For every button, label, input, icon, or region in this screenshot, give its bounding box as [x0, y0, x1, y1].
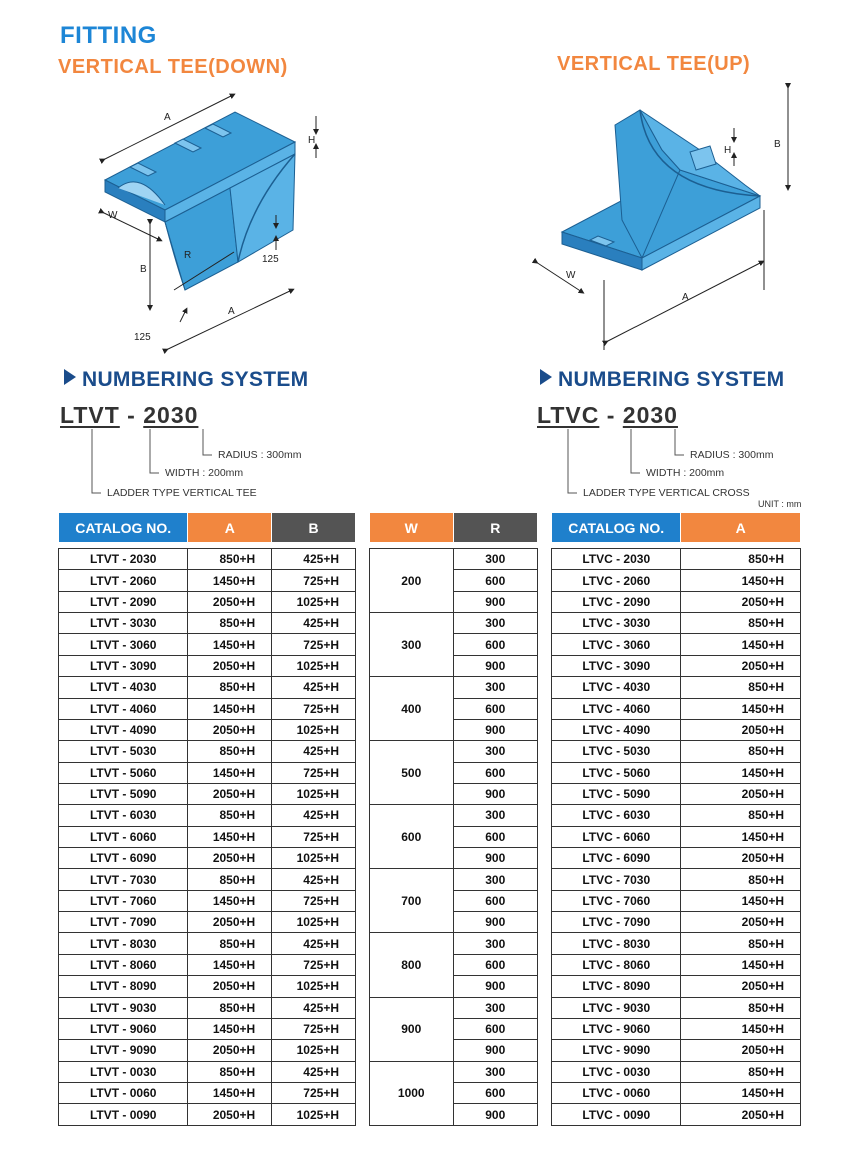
catalog-no-cell: LTVC - 4090 — [552, 719, 681, 740]
a-cell: 2050+H — [188, 655, 272, 676]
a-cell: 850+H — [188, 741, 272, 762]
b-cell: 425+H — [272, 805, 356, 826]
dim-h-label-right: H — [724, 145, 732, 156]
a-cell: 2050+H — [681, 655, 801, 676]
table-row — [552, 698, 801, 719]
catalog-no-cell: LTVT - 2030 — [59, 549, 188, 570]
a-cell: 2050+H — [188, 1104, 272, 1125]
catalog-no-cell: LTVT - 3030 — [59, 613, 188, 634]
r-cell: 300 — [453, 1061, 537, 1082]
catalog-no-cell: LTVT - 4090 — [59, 719, 188, 740]
table-row — [59, 591, 356, 612]
r-cell: 300 — [453, 677, 537, 698]
b-cell: 425+H — [272, 677, 356, 698]
table-row — [552, 954, 801, 975]
catalog-no-cell: LTVT - 7030 — [59, 869, 188, 890]
b-cell: 1025+H — [272, 976, 356, 997]
b-cell: 425+H — [272, 869, 356, 890]
catalog-no-cell: LTVC - 5090 — [552, 783, 681, 804]
table-row — [59, 1104, 356, 1125]
a-cell: 1450+H — [188, 762, 272, 783]
table-row — [59, 1061, 356, 1082]
table-row — [552, 591, 801, 612]
a-cell: 850+H — [188, 1061, 272, 1082]
a-cell: 2050+H — [188, 912, 272, 933]
a-cell: 1450+H — [681, 634, 801, 655]
b-cell: 425+H — [272, 613, 356, 634]
header-a-right: A — [681, 513, 801, 543]
b-cell: 725+H — [272, 698, 356, 719]
b-cell: 1025+H — [272, 719, 356, 740]
table-row — [552, 826, 801, 847]
legend-width-right: WIDTH : 200mm — [646, 467, 725, 479]
table-row — [59, 762, 356, 783]
catalog-no-cell: LTVT - 6060 — [59, 826, 188, 847]
a-cell: 850+H — [681, 997, 801, 1018]
r-cell: 300 — [453, 741, 537, 762]
catalog-no-cell: LTVC - 5060 — [552, 762, 681, 783]
catalog-no-cell: LTVC - 0090 — [552, 1104, 681, 1125]
b-cell: 725+H — [272, 826, 356, 847]
dim-h-label: H — [308, 135, 316, 146]
catalog-no-cell: LTVT - 8030 — [59, 933, 188, 954]
table-row — [59, 783, 356, 804]
a-cell: 1450+H — [188, 1018, 272, 1039]
table-row — [552, 655, 801, 676]
table-row — [59, 549, 356, 570]
table-row — [59, 869, 356, 890]
dim-a-label-right: A — [682, 292, 689, 303]
a-cell: 2050+H — [188, 719, 272, 740]
r-cell: 600 — [453, 634, 537, 655]
triangle-bullet-icon — [540, 369, 552, 385]
table-row — [552, 634, 801, 655]
ltvt-catalog-table — [58, 512, 356, 1126]
catalog-no-cell: LTVC - 9030 — [552, 997, 681, 1018]
table-row — [59, 1082, 356, 1103]
catalog-no-cell: LTVC - 6030 — [552, 805, 681, 826]
catalog-no-cell: LTVT - 9090 — [59, 1040, 188, 1061]
catalog-no-cell: LTVC - 4030 — [552, 677, 681, 698]
table-row — [59, 677, 356, 698]
dim-a-bottom-label: A — [228, 306, 235, 317]
b-cell: 1025+H — [272, 1104, 356, 1125]
catalog-no-cell: LTVC - 8090 — [552, 976, 681, 997]
table-row — [552, 976, 801, 997]
catalog-no-cell: LTVT - 8090 — [59, 976, 188, 997]
code-prefix-left: LTVT — [60, 402, 120, 428]
table-row — [370, 1061, 538, 1082]
a-cell: 2050+H — [681, 1104, 801, 1125]
w-cell: 700 — [370, 869, 454, 933]
table-row — [552, 1061, 801, 1082]
dim-b-label-right: B — [774, 139, 781, 150]
table-row — [552, 741, 801, 762]
b-cell: 425+H — [272, 1061, 356, 1082]
catalog-no-cell: LTVT - 4030 — [59, 677, 188, 698]
catalog-no-cell: LTVT - 0030 — [59, 1061, 188, 1082]
b-cell: 1025+H — [272, 655, 356, 676]
table-row — [59, 719, 356, 740]
a-cell: 850+H — [188, 677, 272, 698]
table-row — [552, 570, 801, 591]
header-catalog-no: CATALOG NO. — [59, 513, 188, 543]
ltvc-catalog-table — [551, 512, 801, 1126]
numbering-heading-left-text: NUMBERING SYSTEM — [82, 368, 309, 391]
b-cell: 425+H — [272, 997, 356, 1018]
table-row — [59, 954, 356, 975]
catalog-no-cell: LTVC - 3030 — [552, 613, 681, 634]
code-suffix-right: 2030 — [622, 402, 678, 428]
catalog-no-cell: LTVC - 9090 — [552, 1040, 681, 1061]
code-suffix-left: 2030 — [143, 402, 199, 428]
b-cell: 725+H — [272, 1018, 356, 1039]
w-cell: 800 — [370, 933, 454, 997]
a-cell: 2050+H — [188, 1040, 272, 1061]
r-cell: 300 — [453, 805, 537, 826]
table-row — [59, 570, 356, 591]
r-cell: 900 — [453, 655, 537, 676]
b-cell: 1025+H — [272, 591, 356, 612]
a-cell: 1450+H — [681, 1082, 801, 1103]
table-row — [370, 613, 538, 634]
table-row — [370, 677, 538, 698]
catalog-no-cell: LTVC - 7090 — [552, 912, 681, 933]
dim-125-bottom-label: 125 — [134, 332, 151, 343]
r-cell: 600 — [453, 570, 537, 591]
a-cell: 850+H — [681, 869, 801, 890]
a-cell: 2050+H — [188, 848, 272, 869]
w-cell: 400 — [370, 677, 454, 741]
a-cell: 2050+H — [681, 1040, 801, 1061]
a-cell: 1450+H — [188, 1082, 272, 1103]
r-cell: 900 — [453, 719, 537, 740]
a-cell: 850+H — [681, 805, 801, 826]
table-row — [59, 997, 356, 1018]
r-cell: 600 — [453, 762, 537, 783]
a-cell: 1450+H — [681, 890, 801, 911]
table-row — [552, 933, 801, 954]
section-title: FITTING — [60, 22, 157, 49]
a-cell: 2050+H — [681, 976, 801, 997]
a-cell: 850+H — [681, 741, 801, 762]
table-row — [370, 741, 538, 762]
header-catalog-no-right: CATALOG NO. — [552, 513, 681, 543]
b-cell: 725+H — [272, 954, 356, 975]
catalog-no-cell: LTVT - 3090 — [59, 655, 188, 676]
a-cell: 1450+H — [188, 890, 272, 911]
code-sep-right: - — [599, 402, 623, 428]
a-cell: 850+H — [188, 933, 272, 954]
catalog-no-cell: LTVC - 3060 — [552, 634, 681, 655]
triangle-bullet-icon — [64, 369, 76, 385]
r-cell: 900 — [453, 591, 537, 612]
a-cell: 2050+H — [681, 591, 801, 612]
table-row — [552, 762, 801, 783]
r-cell: 600 — [453, 698, 537, 719]
a-cell: 1450+H — [188, 634, 272, 655]
header-w: W — [370, 513, 454, 543]
a-cell: 1450+H — [681, 570, 801, 591]
table-row — [370, 933, 538, 954]
b-cell: 725+H — [272, 762, 356, 783]
table-row — [552, 848, 801, 869]
r-cell: 300 — [453, 549, 537, 570]
code-sep-left: - — [119, 402, 144, 428]
table-row — [552, 1040, 801, 1061]
catalog-no-cell: LTVT - 6090 — [59, 848, 188, 869]
catalog-no-cell: LTVT - 6030 — [59, 805, 188, 826]
a-cell: 1450+H — [681, 826, 801, 847]
legend-radius-left: RADIUS : 300mm — [218, 449, 302, 461]
catalog-no-cell: LTVC - 7060 — [552, 890, 681, 911]
catalog-no-cell: LTVT - 9030 — [59, 997, 188, 1018]
table-row — [59, 1040, 356, 1061]
vertical-tee-down-diagram — [102, 95, 316, 350]
catalog-no-cell: LTVC - 0060 — [552, 1082, 681, 1103]
legend-radius-right: RADIUS : 300mm — [690, 449, 774, 461]
table-row — [552, 890, 801, 911]
a-cell: 850+H — [188, 613, 272, 634]
table-row — [59, 848, 356, 869]
r-cell: 300 — [453, 869, 537, 890]
catalog-no-cell: LTVC - 5030 — [552, 741, 681, 762]
a-cell: 1450+H — [681, 698, 801, 719]
a-cell: 2050+H — [681, 912, 801, 933]
dim-r-label: R — [184, 250, 192, 261]
dim-w-label-right: W — [566, 270, 576, 281]
numbering-heading-right-text: NUMBERING SYSTEM — [558, 368, 785, 391]
table-row — [59, 634, 356, 655]
numbering-heading-left — [64, 368, 308, 392]
catalog-no-cell: LTVT - 8060 — [59, 954, 188, 975]
legend-width-left: WIDTH : 200mm — [165, 467, 244, 479]
catalog-no-cell: LTVC - 4060 — [552, 698, 681, 719]
b-cell: 725+H — [272, 570, 356, 591]
a-cell: 2050+H — [681, 848, 801, 869]
a-cell: 1450+H — [188, 826, 272, 847]
dim-125-right-label: 125 — [262, 254, 279, 265]
b-cell: 1025+H — [272, 848, 356, 869]
catalog-no-cell: LTVC - 8060 — [552, 954, 681, 975]
a-cell: 850+H — [681, 613, 801, 634]
a-cell: 850+H — [188, 997, 272, 1018]
code-prefix-right: LTVC — [537, 402, 600, 428]
table-row — [59, 890, 356, 911]
table-row — [552, 783, 801, 804]
r-cell: 900 — [453, 848, 537, 869]
table-row — [59, 805, 356, 826]
product-illustrations — [0, 0, 850, 365]
a-cell: 1450+H — [188, 570, 272, 591]
r-cell: 600 — [453, 826, 537, 847]
r-cell: 300 — [453, 933, 537, 954]
header-a: A — [188, 513, 272, 543]
table-row — [370, 869, 538, 890]
table-row — [370, 805, 538, 826]
header-r: R — [453, 513, 537, 543]
b-cell: 425+H — [272, 549, 356, 570]
a-cell: 1450+H — [681, 762, 801, 783]
b-cell: 725+H — [272, 1082, 356, 1103]
catalog-no-cell: LTVT - 5060 — [59, 762, 188, 783]
header-b: B — [272, 513, 356, 543]
b-cell: 425+H — [272, 741, 356, 762]
catalog-no-cell: LTVC - 2090 — [552, 591, 681, 612]
table-row — [552, 805, 801, 826]
catalog-no-cell: LTVT - 2060 — [59, 570, 188, 591]
dim-w-label: W — [108, 210, 118, 221]
catalog-no-cell: LTVT - 5090 — [59, 783, 188, 804]
catalog-no-cell: LTVC - 2030 — [552, 549, 681, 570]
table-row — [370, 549, 538, 570]
table-row — [552, 719, 801, 740]
legend-type-left: LADDER TYPE VERTICAL TEE — [107, 487, 257, 499]
dim-a-top-label: A — [164, 112, 171, 123]
table-row — [552, 1018, 801, 1039]
w-cell: 300 — [370, 613, 454, 677]
catalog-no-cell: LTVT - 9060 — [59, 1018, 188, 1039]
table-row — [370, 997, 538, 1018]
r-cell: 600 — [453, 954, 537, 975]
table-row — [59, 976, 356, 997]
a-cell: 2050+H — [188, 976, 272, 997]
catalog-no-cell: LTVC - 9060 — [552, 1018, 681, 1039]
catalog-no-cell: LTVC - 8030 — [552, 933, 681, 954]
numbering-heading-right — [540, 368, 784, 392]
a-cell: 2050+H — [681, 783, 801, 804]
catalog-no-cell: LTVT - 0060 — [59, 1082, 188, 1103]
catalog-no-cell: LTVC - 0030 — [552, 1061, 681, 1082]
legend-type-right: LADDER TYPE VERTICAL CROSS — [583, 487, 750, 499]
b-cell: 1025+H — [272, 912, 356, 933]
table-row — [552, 869, 801, 890]
a-cell: 1450+H — [188, 954, 272, 975]
w-cell: 1000 — [370, 1061, 454, 1125]
table-row — [59, 1018, 356, 1039]
w-cell: 500 — [370, 741, 454, 805]
catalog-no-cell: LTVT - 2090 — [59, 591, 188, 612]
r-cell: 600 — [453, 1082, 537, 1103]
table-row — [59, 655, 356, 676]
table-row — [552, 912, 801, 933]
b-cell: 725+H — [272, 890, 356, 911]
catalog-no-cell: LTVC - 2060 — [552, 570, 681, 591]
r-cell: 900 — [453, 783, 537, 804]
a-cell: 850+H — [681, 933, 801, 954]
b-cell: 1025+H — [272, 1040, 356, 1061]
catalog-no-cell: LTVC - 6090 — [552, 848, 681, 869]
a-cell: 850+H — [188, 805, 272, 826]
w-cell: 200 — [370, 549, 454, 613]
b-cell: 425+H — [272, 933, 356, 954]
unit-label: UNIT : mm — [758, 499, 802, 509]
table-row — [552, 1082, 801, 1103]
a-cell: 850+H — [681, 1061, 801, 1082]
a-cell: 2050+H — [188, 783, 272, 804]
table-row — [59, 613, 356, 634]
catalog-no-cell: LTVT - 0090 — [59, 1104, 188, 1125]
a-cell: 850+H — [681, 677, 801, 698]
vertical-tee-down-title: VERTICAL TEE(DOWN) — [58, 56, 288, 78]
table-row — [552, 997, 801, 1018]
vertical-tee-up-diagram — [536, 86, 788, 350]
table-row — [59, 741, 356, 762]
a-cell: 850+H — [188, 549, 272, 570]
r-cell: 300 — [453, 997, 537, 1018]
a-cell: 2050+H — [188, 591, 272, 612]
catalog-no-cell: LTVC - 6060 — [552, 826, 681, 847]
table-row — [59, 912, 356, 933]
wr-table — [369, 512, 538, 1126]
catalog-no-cell: LTVT - 3060 — [59, 634, 188, 655]
r-cell: 900 — [453, 912, 537, 933]
catalog-no-cell: LTVC - 3090 — [552, 655, 681, 676]
catalog-no-cell: LTVC - 7030 — [552, 869, 681, 890]
r-cell: 900 — [453, 976, 537, 997]
table-row — [552, 677, 801, 698]
a-cell: 1450+H — [681, 954, 801, 975]
table-row — [59, 698, 356, 719]
r-cell: 600 — [453, 890, 537, 911]
dim-b-label: B — [140, 264, 147, 275]
catalog-no-cell: LTVT - 4060 — [59, 698, 188, 719]
a-cell: 850+H — [188, 869, 272, 890]
a-cell: 1450+H — [188, 698, 272, 719]
a-cell: 1450+H — [681, 1018, 801, 1039]
table-row — [59, 933, 356, 954]
catalog-no-cell: LTVT - 7090 — [59, 912, 188, 933]
a-cell: 2050+H — [681, 719, 801, 740]
w-cell: 600 — [370, 805, 454, 869]
r-cell: 300 — [453, 613, 537, 634]
b-cell: 1025+H — [272, 783, 356, 804]
table-row — [552, 549, 801, 570]
vertical-tee-up-title: VERTICAL TEE(UP) — [557, 53, 751, 75]
w-cell: 900 — [370, 997, 454, 1061]
r-cell: 900 — [453, 1104, 537, 1125]
table-row — [552, 613, 801, 634]
table-row — [59, 826, 356, 847]
catalog-no-cell: LTVT - 5030 — [59, 741, 188, 762]
b-cell: 725+H — [272, 634, 356, 655]
r-cell: 900 — [453, 1040, 537, 1061]
a-cell: 850+H — [681, 549, 801, 570]
table-row — [552, 1104, 801, 1125]
catalog-no-cell: LTVT - 7060 — [59, 890, 188, 911]
r-cell: 600 — [453, 1018, 537, 1039]
